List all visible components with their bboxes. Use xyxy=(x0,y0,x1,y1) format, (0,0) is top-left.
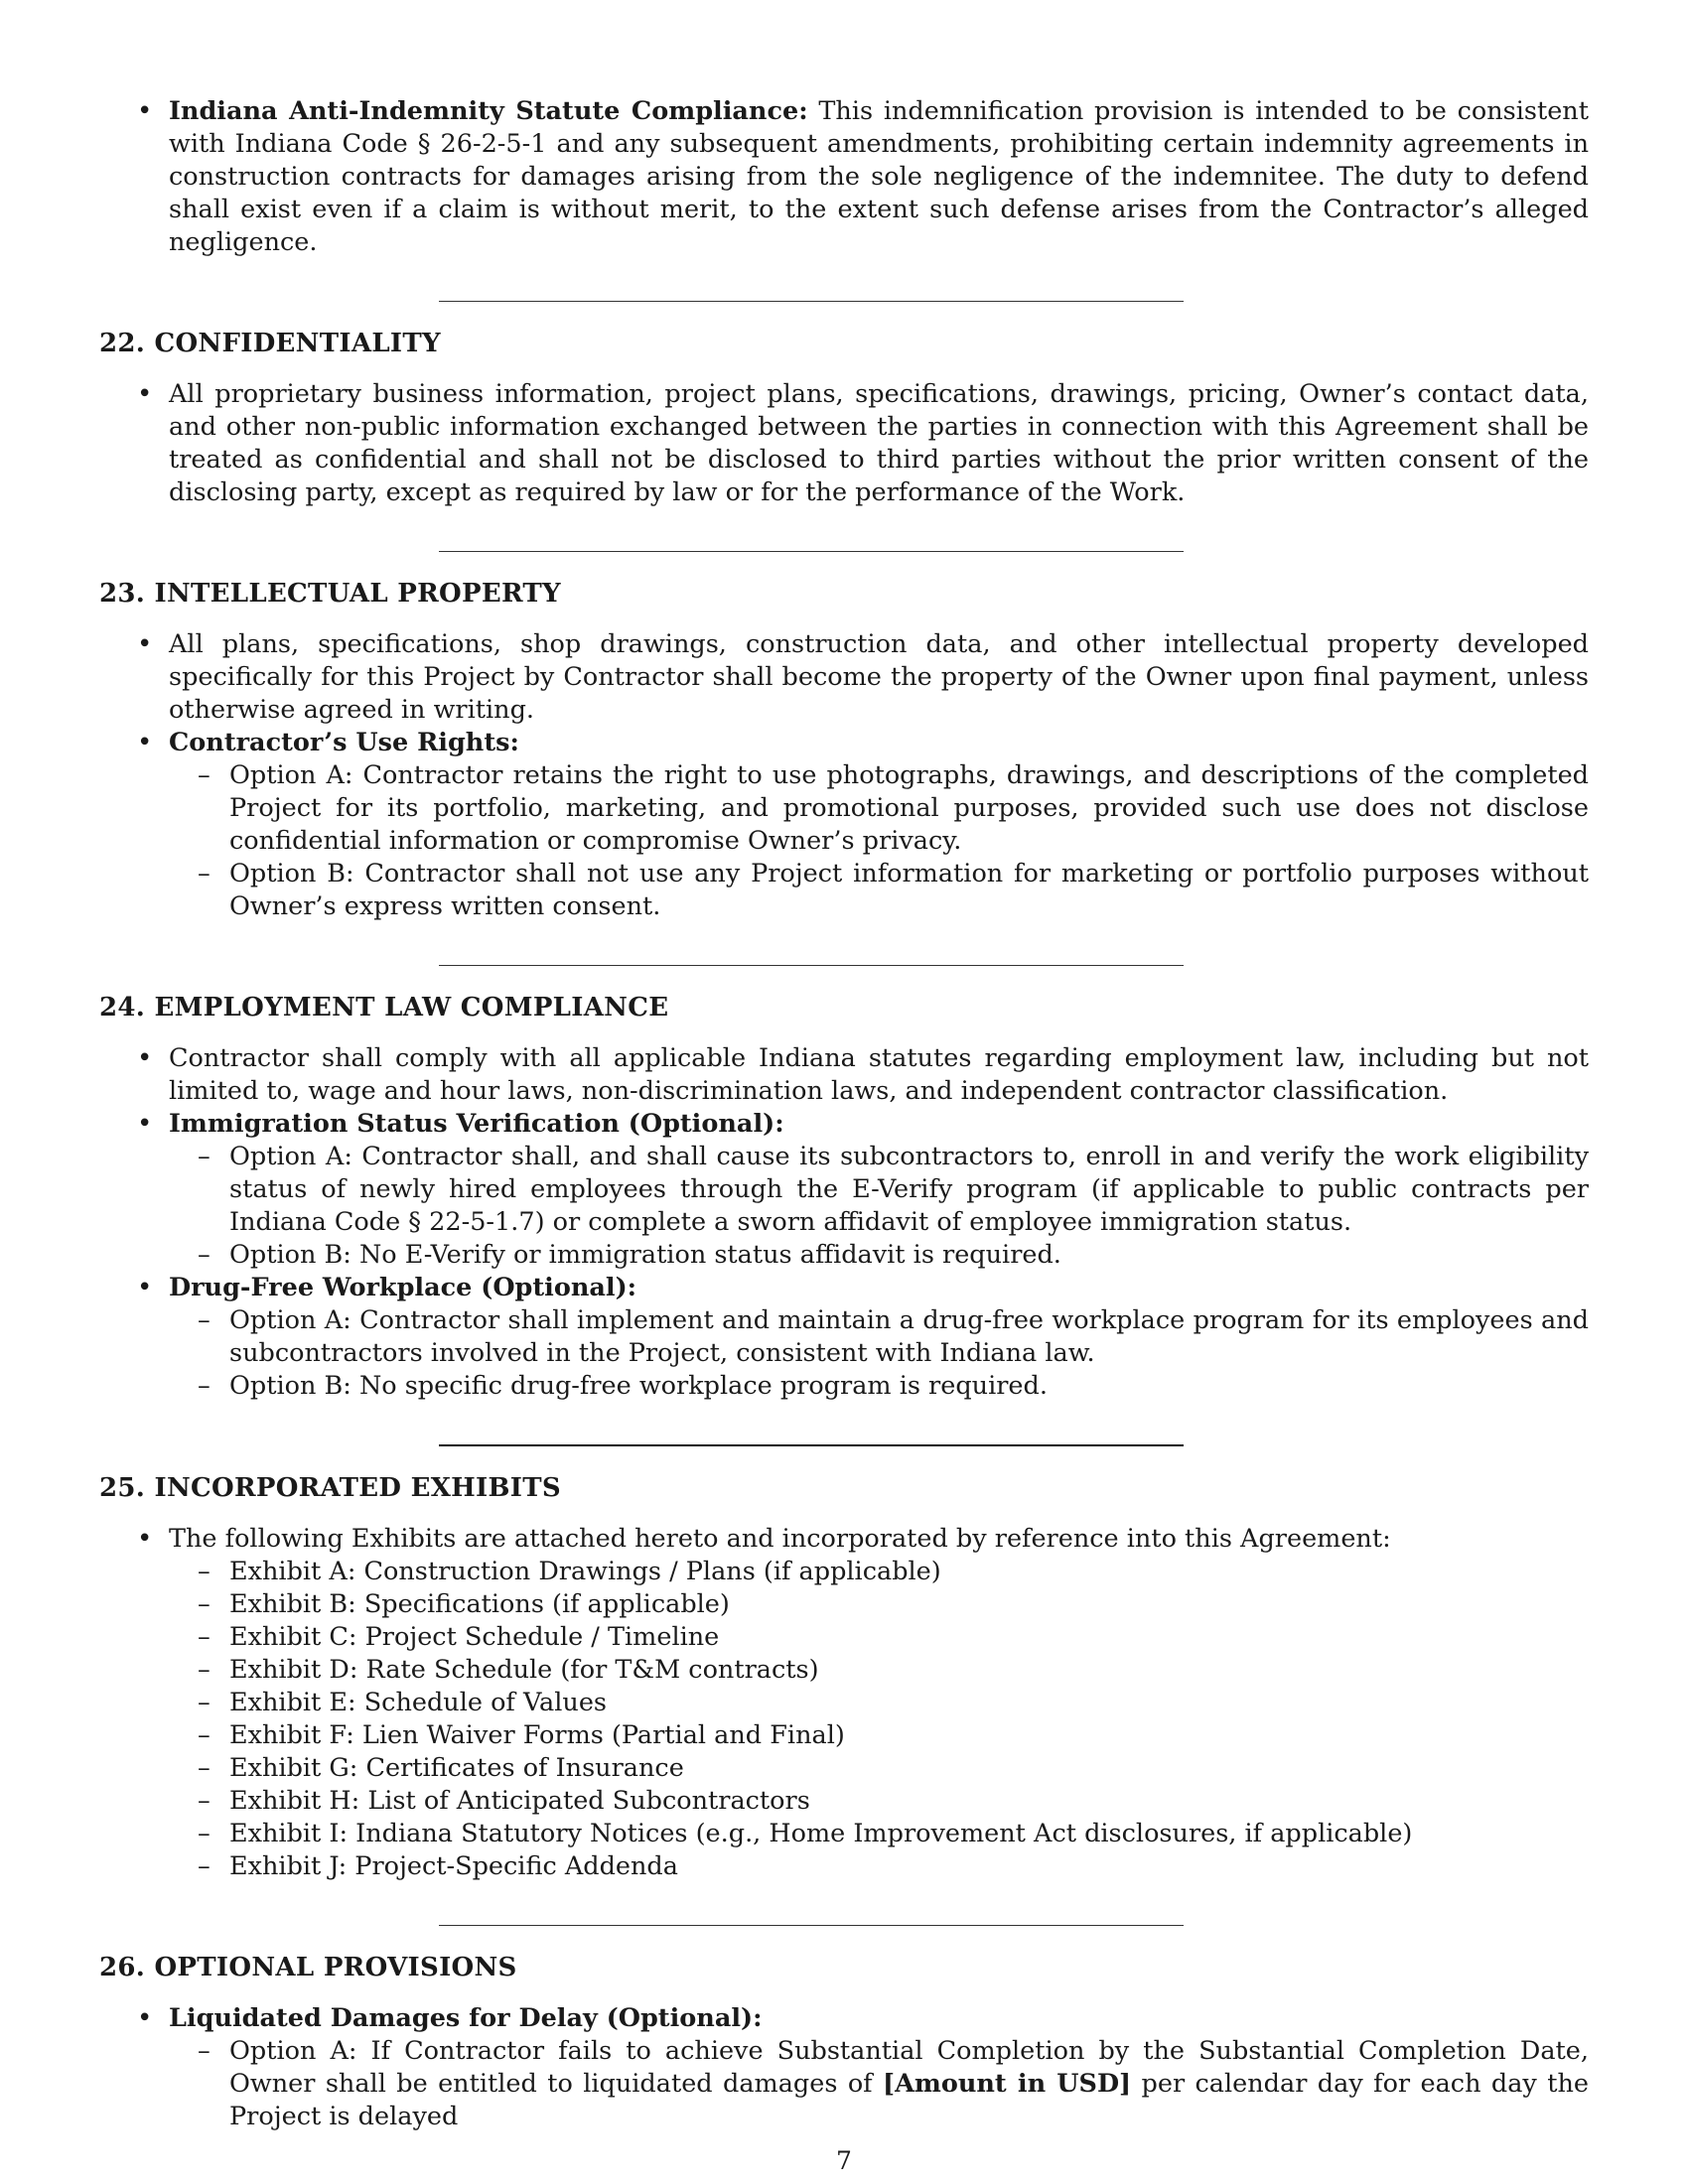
bullet-title: Indiana Anti-Indemnity Statute Compliance: xyxy=(169,96,808,126)
list-item xyxy=(99,1523,1589,1883)
sub-list xyxy=(169,759,1589,923)
exhibit-list xyxy=(169,1556,1589,1883)
exhibit-item: – Exhibit G: Certificates of Insurance xyxy=(169,1752,1589,1785)
exhibit-item: – Exhibit B: Specifications (if applicable) xyxy=(169,1588,1589,1621)
bullet-title: Immigration Status Verification (Optional): xyxy=(169,1109,784,1139)
exhibit-item: – Exhibit I: Indiana Statutory Notices (e.g., Home Improvement Act disclosures, if applicable) xyxy=(169,1818,1589,1850)
list-item: • All proprietary business information, project plans, specifications, drawings, pricing, Owner’s contact data, and other non-public information exchanged between the parties in connection with this Agreement shall be treated as confidential and shall not be disclosed to third parties without the prior written consent of the disclosing party, except as required by law or for the performance of the Work. xyxy=(99,378,1589,509)
bullet-title: Contractor’s Use Rights: xyxy=(169,728,519,757)
section-24 xyxy=(99,992,1589,1403)
option-text: per calendar day for each day the Project is delayed xyxy=(229,2069,1590,2131)
page-number: 7 xyxy=(836,2146,852,2175)
document-page xyxy=(99,95,1589,2133)
sub-list-item xyxy=(169,2035,1589,2133)
section-26 xyxy=(99,1952,1589,2133)
sub-list-item: – Option B: No E-Verify or immigration status affidavit is required. xyxy=(169,1239,1589,1272)
bullet-title: Drug-Free Workplace (Optional): xyxy=(169,1273,637,1302)
sub-list-item: – Option A: Contractor shall implement and maintain a drug-free workplace program for its employees and subcontractors involved in the Project, consistent with Indiana law. xyxy=(169,1304,1589,1370)
sub-list xyxy=(169,2035,1589,2133)
exhibit-item: – Exhibit H: List of Anticipated Subcontractors xyxy=(169,1785,1589,1818)
exhibit-item: – Exhibit D: Rate Schedule (for T&M contracts) xyxy=(169,1654,1589,1687)
list-item xyxy=(99,1108,1589,1272)
exhibit-item: – Exhibit E: Schedule of Values xyxy=(169,1687,1589,1719)
sub-list xyxy=(169,1304,1589,1403)
section-list xyxy=(99,378,1589,509)
list-item: • All plans, specifications, shop drawings, construction data, and other intellectual property developed specifically for this Project by Contractor shall become the property of the Owner upon final payment, unless otherwise agreed in writing. xyxy=(99,628,1589,727)
bullet-title: Liquidated Damages for Delay (Optional): xyxy=(169,2003,763,2033)
section-list xyxy=(99,1523,1589,1883)
section-25 xyxy=(99,1472,1589,1883)
section-divider xyxy=(439,965,1184,966)
exhibit-item: – Exhibit F: Lien Waiver Forms (Partial and Final) xyxy=(169,1719,1589,1752)
exhibit-item: – Exhibit C: Project Schedule / Timeline xyxy=(169,1621,1589,1654)
bullet-text: This indemnification provision is intended to be consistent with Indiana Code § 26-2-5-1 and any subsequent amendments, prohibiting certain indemnity agreements in construction contracts for damages arising from the sole negligence of the indemnitee. The duty to defend shall exist even if a claim is without merit, to the extent such defense arises from the Contractor’s alleged negligence. xyxy=(169,96,1589,257)
section-22 xyxy=(99,328,1589,509)
section-divider xyxy=(439,1925,1184,1926)
amount-placeholder: [Amount in USD] xyxy=(883,2069,1132,2099)
list-item xyxy=(99,727,1589,923)
section-heading: 23. INTELLECTUAL PROPERTY xyxy=(99,579,561,609)
exhibit-item: – Exhibit J: Project-Specific Addenda xyxy=(169,1850,1589,1883)
section-divider xyxy=(439,1444,1184,1446)
section-list xyxy=(99,2002,1589,2133)
section-divider xyxy=(439,551,1184,552)
indemnity-list xyxy=(99,95,1589,259)
section-heading: 22. CONFIDENTIALITY xyxy=(99,329,441,358)
list-item xyxy=(99,95,1589,259)
list-item xyxy=(99,1272,1589,1403)
section-heading: 25. INCORPORATED EXHIBITS xyxy=(99,1473,561,1503)
option-text: Option A: If Contractor fails to achieve Substantial Completion by the Substantial Completion Date, Owner shall be entitled to liquidated damages of xyxy=(229,2036,1589,2099)
list-item xyxy=(99,2002,1589,2133)
bullet-text: The following Exhibits are attached hereto and incorporated by reference into this Agreement: xyxy=(169,1524,1391,1554)
sub-list-item: – Option A: Contractor shall, and shall cause its subcontractors to, enroll in and verify the work eligibility status of newly hired employees through the E-Verify program (if applicable to public contracts per Indiana Code § 22-5-1.7) or complete a sworn affidavit of employee immigration status. xyxy=(169,1141,1589,1239)
section-divider xyxy=(439,301,1184,302)
sub-list-item: – Option A: Contractor retains the right to use photographs, drawings, and descriptions of the completed Project for its portfolio, marketing, and promotional purposes, provided such use does not disclose confidential information or compromise Owner’s privacy. xyxy=(169,759,1589,858)
section-list xyxy=(99,628,1589,923)
sub-list xyxy=(169,1141,1589,1272)
section-list xyxy=(99,1042,1589,1403)
sub-list-item: – Option B: No specific drug-free workplace program is required. xyxy=(169,1370,1589,1403)
sub-list-item: – Option B: Contractor shall not use any Project information for marketing or portfolio purposes without Owner’s express written consent. xyxy=(169,858,1589,923)
section-heading: 24. EMPLOYMENT LAW COMPLIANCE xyxy=(99,993,669,1023)
list-item: • Contractor shall comply with all applicable Indiana statutes regarding employment law, including but not limited to, wage and hour laws, non-discrimination laws, and independent contractor classification. xyxy=(99,1042,1589,1108)
section-23 xyxy=(99,578,1589,923)
section-heading: 26. OPTIONAL PROVISIONS xyxy=(99,1953,517,1982)
exhibit-item: – Exhibit A: Construction Drawings / Plans (if applicable) xyxy=(169,1556,1589,1588)
